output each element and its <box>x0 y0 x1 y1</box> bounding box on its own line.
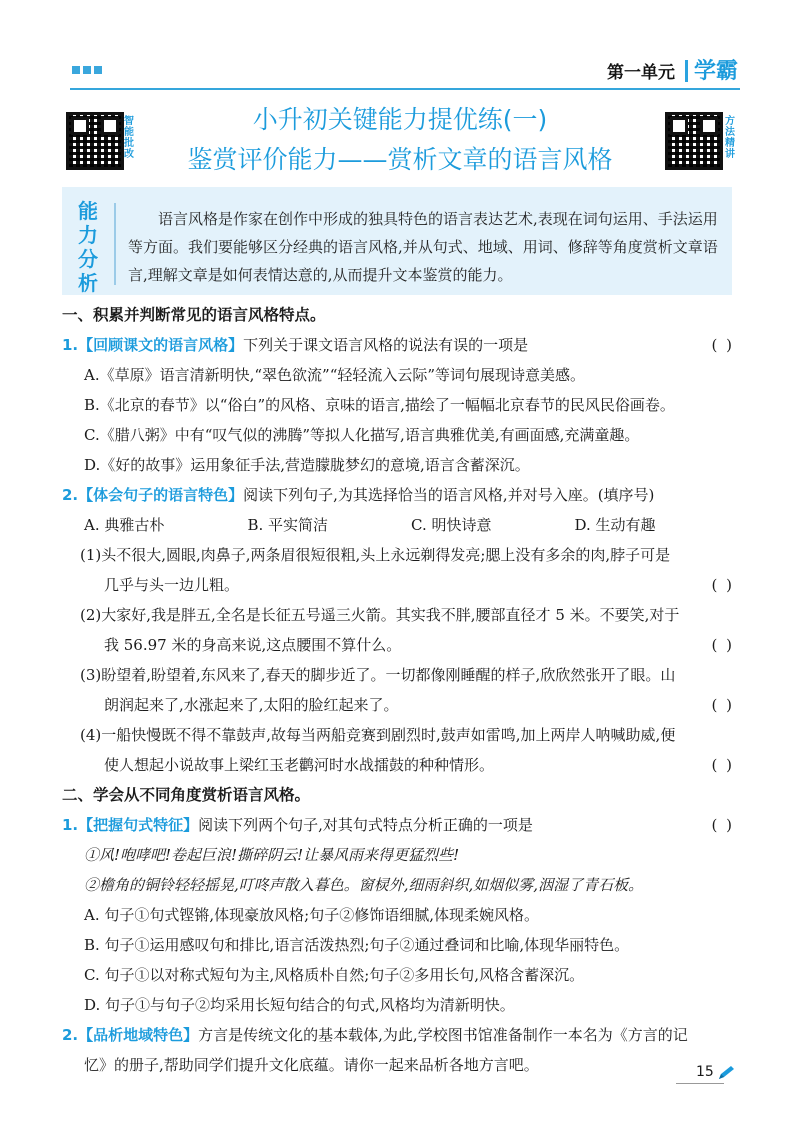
option: C.《腊八粥》中有“叹气似的沸腾”等拟人化描写,语言典雅优美,有画面感,充满童趣。 <box>84 426 640 444</box>
section-heading: 一、积累并判断常见的语言风格特点。 <box>62 306 326 324</box>
analysis-text: 语言风格是作家在创作中形成的独具特色的语言表达艺术,表现在词句运用、手法运用等方面。我们要能够区分经典的语言风格,并从句式、地域、用词、修辞等角度赏析文章语言,理解文章是如何表情达意的,从而提升文本鉴赏的能力。 <box>128 210 718 284</box>
sub-item <box>62 600 738 660</box>
page-header <box>0 0 800 96</box>
section-heading: 二、学会从不同角度赏析语言风格。 <box>62 786 311 804</box>
header-rule <box>70 88 740 90</box>
unit-label: 第一单元 <box>607 63 675 83</box>
question-tag: 【体会句子的语言特色】 <box>78 486 244 504</box>
answer-blank[interactable]: ( ) <box>711 336 734 354</box>
sub-item <box>62 660 738 720</box>
option: A.《草原》语言清新明快,“翠色欲流”“轻轻流入云际”等词句展现诗意美感。 <box>84 366 586 384</box>
page-number: 15 <box>696 1064 714 1080</box>
option: C. 明快诗意 <box>411 516 492 534</box>
page-title: 小升初关键能力提优练(一) <box>252 105 548 134</box>
question-stem: 下列关于课文语言风格的说法有误的一项是 <box>243 336 529 354</box>
sub-item-line: (2)大家好,我是胖五,全名是长征五号遥三火箭。其实我不胖,腰部直径才 5 米。不要笑,对于 <box>80 606 680 624</box>
exercise-content <box>62 300 738 1080</box>
question-number: 2. <box>62 486 79 504</box>
sub-item-line: (3)盼望着,盼望着,东风来了,春天的脚步近了。一切都像刚睡醒的样子,欣欣然张开了眼。山 <box>80 666 676 684</box>
question-tag: 【回顾课文的语言风格】 <box>78 336 244 354</box>
answer-blank[interactable]: ( ) <box>711 756 734 774</box>
sub-item <box>62 540 738 600</box>
question-stem: 阅读下列句子,为其选择恰当的语言风格,并对号入座。(填序号) <box>243 486 655 504</box>
analysis-label: 能力分析 <box>78 199 98 295</box>
question-stem: 方言是传统文化的基本载体,为此,学校图书馆准备制作一本名为《方言的记 <box>198 1026 688 1044</box>
option: D.《好的故事》运用象征手法,营造朦胧梦幻的意境,语言含蓄深沉。 <box>84 456 530 474</box>
sub-item-line: (1)头不很大,圆眼,肉鼻子,两条眉很短很粗,头上永远剃得发亮;腮上没有多余的肉,脖子可是 <box>80 546 671 564</box>
question <box>62 330 738 360</box>
question-number: 1. <box>62 336 79 354</box>
question-stem-continued: 忆》的册子,帮助同学们提升文化底蕴。请你一起来品析各地方言吧。 <box>84 1056 539 1074</box>
sub-item <box>62 720 738 780</box>
option: B. 句子①运用感叹句和排比,语言活泼热烈;句子②通过叠词和比喻,体现华丽特色。 <box>84 936 630 954</box>
question-tag: 【把握句式特征】 <box>78 816 199 834</box>
option: A. 句子①句式铿锵,体现豪放风格;句子②修饰语细腻,体现柔婉风格。 <box>84 906 539 924</box>
sub-item-line: (4)一船快慢既不得不靠鼓声,故每当两船竞赛到剧烈时,鼓声如雷鸣,加上两岸人呐喊助威,便 <box>80 726 676 744</box>
answer-blank[interactable]: ( ) <box>711 696 734 714</box>
answer-blank[interactable]: ( ) <box>711 576 734 594</box>
question-number: 2. <box>62 1026 79 1044</box>
brand-divider <box>685 60 688 82</box>
qr-caption-right: 方法精讲 <box>725 116 735 160</box>
quoted-sentence: ②檐角的铜铃轻轻摇晃,叮咚声散入暮色。窗棂外,细雨斜织,如烟似雾,洇湿了青石板。 <box>84 876 644 894</box>
question <box>62 810 738 840</box>
sub-item-line: 朗润起来了,水涨起来了,太阳的脸红起来了。 <box>104 696 399 714</box>
option: A. 典雅古朴 <box>84 516 165 534</box>
header-decoration <box>72 66 102 74</box>
analysis-divider <box>114 203 116 285</box>
option: C. 句子①以对称式短句为主,风格质朴自然;句子②多用长句,风格含蓄深沉。 <box>84 966 585 984</box>
question-stem: 阅读下列两个句子,对其句式特点分析正确的一项是 <box>198 816 533 834</box>
qr-caption-left: 智能批改 <box>124 116 134 160</box>
question <box>62 1020 738 1080</box>
sub-item-line: 几乎与头一边儿粗。 <box>104 576 240 594</box>
option: D. 句子①与句子②均采用长短句结合的句式,风格均为清新明快。 <box>84 996 515 1014</box>
question-number: 1. <box>62 816 79 834</box>
page-subtitle: 鉴赏评价能力——赏析文章的语言风格 <box>187 145 613 174</box>
style-options <box>62 510 738 540</box>
option: B.《北京的春节》以“俗白”的风格、京味的语言,描绘了一幅幅北京春节的民风民俗画卷。 <box>84 396 675 414</box>
sub-item-line: 我 56.97 米的身高来说,这点腰围不算什么。 <box>104 636 402 654</box>
option: B. 平实简洁 <box>247 516 329 534</box>
option: D. 生动有趣 <box>574 516 656 534</box>
brand-logo: 学霸 <box>693 59 738 84</box>
question <box>62 480 738 510</box>
answer-blank[interactable]: ( ) <box>711 636 734 654</box>
answer-blank[interactable]: ( ) <box>711 816 734 834</box>
pencil-icon <box>716 1064 738 1082</box>
quoted-sentence: ①风!咆哮吧!卷起巨浪!撕碎阴云!让暴风雨来得更猛烈些! <box>84 846 460 864</box>
question-tag: 【品析地域特色】 <box>78 1026 199 1044</box>
ability-analysis-panel <box>62 187 732 295</box>
sub-item-line: 使人想起小说故事上梁红玉老鹳河时水战擂鼓的种种情形。 <box>104 756 495 774</box>
page-number-rule <box>676 1083 724 1084</box>
